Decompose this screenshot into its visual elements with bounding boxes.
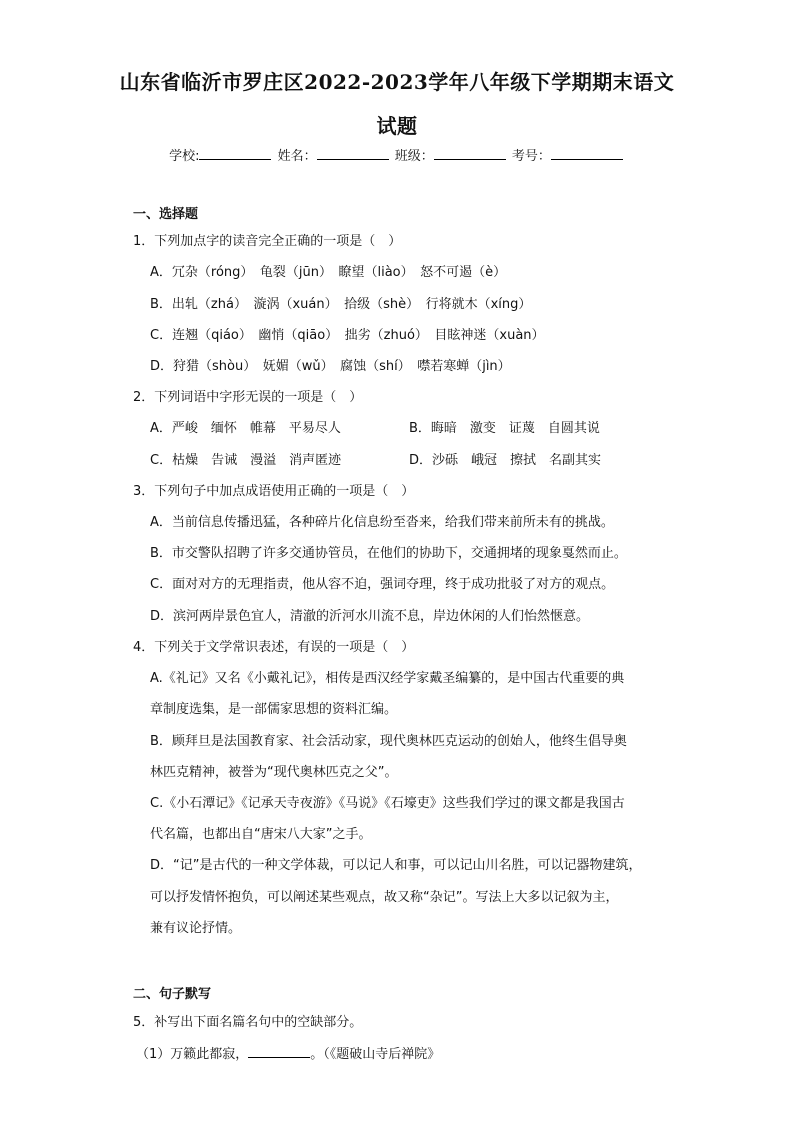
q5-item1-answer-blank[interactable] bbox=[248, 1045, 310, 1058]
q1-option-d: D．狩猎（shòu） 妩媚（wǔ） 腐蚀（shí） 噤若寒蝉（jìn） bbox=[150, 359, 511, 374]
q4-line: C.《小石潭记》《记承天寺夜游》《马说》《石壕吏》这些我们学过的课文都是我国古 bbox=[150, 796, 625, 811]
school-blank[interactable] bbox=[199, 147, 271, 160]
q1-option-a: A．冗杂（róng） 龟裂（jūn） 瞭望（liào） 怒不可遏（è） bbox=[150, 265, 507, 280]
q4-line: A.《礼记》又名《小戴礼记》，相传是西汉经学家戴圣编纂的，是中国古代重要的典 bbox=[150, 671, 625, 686]
q3-option-b: B．市交警队招聘了许多交通协管员，在他们的协助下，交通拥堵的现象戛然而止。 bbox=[150, 546, 627, 561]
section2-heading: 二、句子默写 bbox=[133, 987, 212, 1002]
q3-stem: 3．下列句子中加点成语使用正确的一项是（ ） bbox=[133, 484, 415, 499]
student-info-row bbox=[0, 145, 794, 164]
q4-line: 兼有议论抒情。 bbox=[150, 921, 242, 936]
q1-option-c: C．连翘（qiáo） 幽悄（qiāo） 拙劣（zhuó） 目眩神迷（xuàn） bbox=[150, 328, 545, 343]
exam-title-line2: 试题 bbox=[376, 114, 418, 138]
name-blank[interactable] bbox=[317, 147, 389, 160]
exam-title-line1: 山东省临沂市罗庄区2022-2023学年八年级下学期期末语文 bbox=[119, 70, 675, 94]
q5-item1-suffix: 。（《题破山寺后禅院》 bbox=[310, 1047, 441, 1062]
q2-option-b: B．晦暗 激变 证蔑 自圆其说 bbox=[409, 421, 600, 436]
q4-line: 林匹克精神，被誉为“现代奥林匹克之父”。 bbox=[150, 765, 398, 780]
q2-option-c: C．枯燥 告诫 漫溢 消声匿迹 bbox=[150, 453, 342, 468]
q4-line: D．“记”是古代的一种文学体裁，可以记人和事，可以记山川名胜，可以记器物建筑， bbox=[150, 858, 642, 873]
q3-option-d: D．滨河两岸景色宜人，清澈的沂河水川流不息，岸边休闲的人们怡然惬意。 bbox=[150, 609, 590, 624]
q4-line: 章制度选集，是一部儒家思想的资料汇编。 bbox=[150, 702, 398, 717]
q2-option-a: A．严峻 缅怀 帷幕 平易尽人 bbox=[150, 421, 341, 436]
school-label: 学校: bbox=[169, 149, 200, 164]
exam-number-label: 考号： bbox=[511, 149, 551, 164]
q4-stem: 4．下列关于文学常识表述，有误的一项是（ ） bbox=[133, 640, 415, 655]
class-blank[interactable] bbox=[434, 147, 506, 160]
name-label: 姓名： bbox=[277, 149, 317, 164]
class-label: 班级： bbox=[394, 149, 434, 164]
q5-item1-prefix: （1）万籁此都寂， bbox=[136, 1047, 249, 1062]
q4-line: 可以抒发情怀抱负，可以阐述某些观点，故又称“杂记”。写法上大多以记叙为主， bbox=[150, 890, 619, 905]
q4-line: 代名篇，也都出自“唐宋八大家”之手。 bbox=[150, 827, 372, 842]
section1-heading: 一、选择题 bbox=[133, 207, 199, 222]
q1-option-b: B．出轧（zhá） 漩涡（xuán） 拾级（shè） 行将就木（xíng） bbox=[150, 297, 532, 312]
q3-option-a: A．当前信息传播迅猛，各种碎片化信息纷至沓来，给我们带来前所未有的挑战。 bbox=[150, 515, 614, 530]
q5-item1 bbox=[136, 1045, 440, 1064]
q2-stem: 2．下列词语中字形无误的一项是（ ） bbox=[133, 390, 363, 405]
q2-option-d: D．沙砾 峨冠 擦拭 名副其实 bbox=[409, 453, 602, 468]
q5-stem: 5．补写出下面名篇名句中的空缺部分。 bbox=[133, 1015, 363, 1030]
exam-number-blank[interactable] bbox=[551, 147, 623, 160]
q4-line: B．顾拜旦是法国教育家、社会活动家，现代奥林匹克运动的创始人，他终生倡导奥 bbox=[150, 734, 627, 749]
q1-stem: 1．下列加点字的读音完全正确的一项是（ ） bbox=[133, 234, 402, 249]
q3-option-c: C．面对对方的无理指责，他从容不迫，强词夺理，终于成功批驳了对方的观点。 bbox=[150, 577, 615, 592]
